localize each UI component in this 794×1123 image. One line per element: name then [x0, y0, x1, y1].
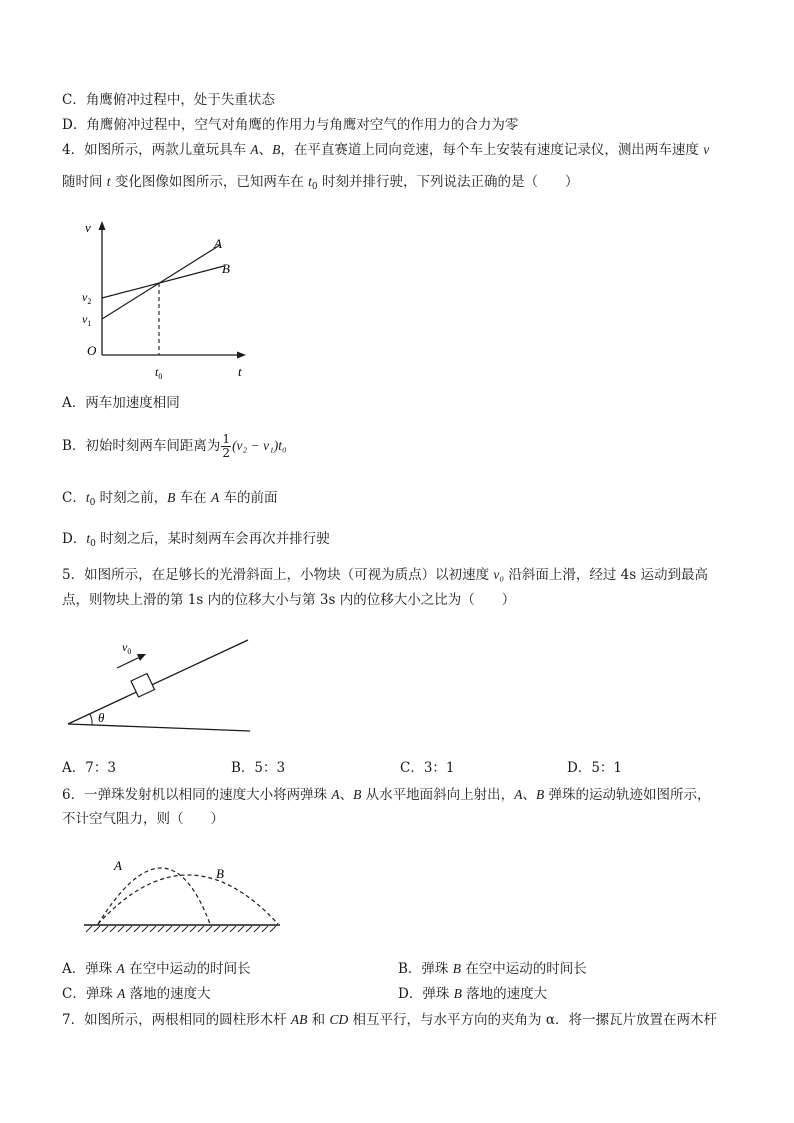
q5-stem-line2: 点，则物块上滑的第 1s 内的位移大小与第 3s 内的位移大小之比为（ ）	[62, 592, 516, 608]
q6-option-c: C．弹珠 A 落地的速度大	[62, 986, 211, 1002]
v2-label: $v_2$	[82, 290, 92, 306]
q5-stem-line1: 5．如图所示，在足够长的光滑斜面上，小物块（可视为质点）以初速度 v₀ 沿斜面上滑，经过 4s 运动到最高	[62, 567, 708, 583]
q6-stem-line2: 不计空气阻力，则（ ）	[62, 811, 224, 827]
q5-option-a: A．7：3	[62, 760, 116, 776]
q3-option-c: C．角鹰俯冲过程中，处于失重状态	[62, 92, 275, 108]
q5-option-d: D．5：1	[567, 760, 623, 776]
q6-trajectory-figure	[82, 848, 302, 938]
q6-stem-line1: 6．一弹珠发射机以相同的速度大小将两弹珠 A、B 从水平地面斜向上射出，A、B 弹珠的运动轨迹如图所示，	[62, 787, 711, 803]
axis-v-label: v	[85, 220, 91, 235]
trajectory-b-label: B	[216, 866, 224, 881]
q6-option-a: A．弹珠 A 在空中运动的时间长	[62, 961, 251, 977]
theta-label: θ	[98, 710, 105, 725]
q4-option-a: A．两车加速度相同	[62, 395, 180, 411]
q5-option-b: B．5：3	[231, 760, 286, 776]
v1-label: $v_1$	[82, 312, 92, 328]
q7-stem-line1: 7．如图所示，两根相同的圆柱形木杆 AB 和 CD 相互平行，与水平方向的夹角为 α．将一摞瓦片放置在两木杆	[62, 1012, 717, 1028]
line-a-label: A	[214, 236, 222, 251]
trajectory-a-label: A	[114, 858, 122, 873]
q4-option-b: B．初始时刻两车间距离为 $\frac{1}{2}$ (v₂ − v₁)t₀	[62, 432, 287, 460]
line-b-label: B	[222, 261, 230, 276]
q4-option-d: D．$t_0$ 时刻之后，某时刻两车会再次并排行驶	[62, 531, 330, 549]
q4-option-c: C．$t_0$ 时刻之前，B 车在 A 车的前面	[62, 490, 278, 508]
q6-option-d: D．弹珠 B 落地的速度大	[398, 986, 548, 1002]
q3-option-d: D．角鹰俯冲过程中，空气对角鹰的作用力与角鹰对空气的作用力的合力为零	[62, 117, 519, 133]
axis-t-label: t	[238, 364, 242, 379]
q6-option-b: B．弹珠 B 在空中运动的时间长	[398, 961, 587, 977]
t0-label: $t_0$	[155, 365, 163, 381]
q4-stem-line1: 4．如图所示，两款儿童玩具车 A、B，在平直赛道上同向竞速，每个车上安装有速度记录仪，测出两车速度 v	[62, 142, 710, 158]
q4-stem-line2: 随时间 t 变化图像如图所示，已知两车在 $t_0$ 时刻并排行驶，下列说法正确的是（ ）	[62, 174, 579, 192]
origin-label: O	[87, 343, 97, 358]
v0-label: $v_0$	[122, 640, 132, 656]
q5-option-c: C．3：1	[400, 760, 455, 776]
q5-incline-figure	[62, 630, 262, 745]
q4-velocity-time-graph	[78, 215, 278, 385]
